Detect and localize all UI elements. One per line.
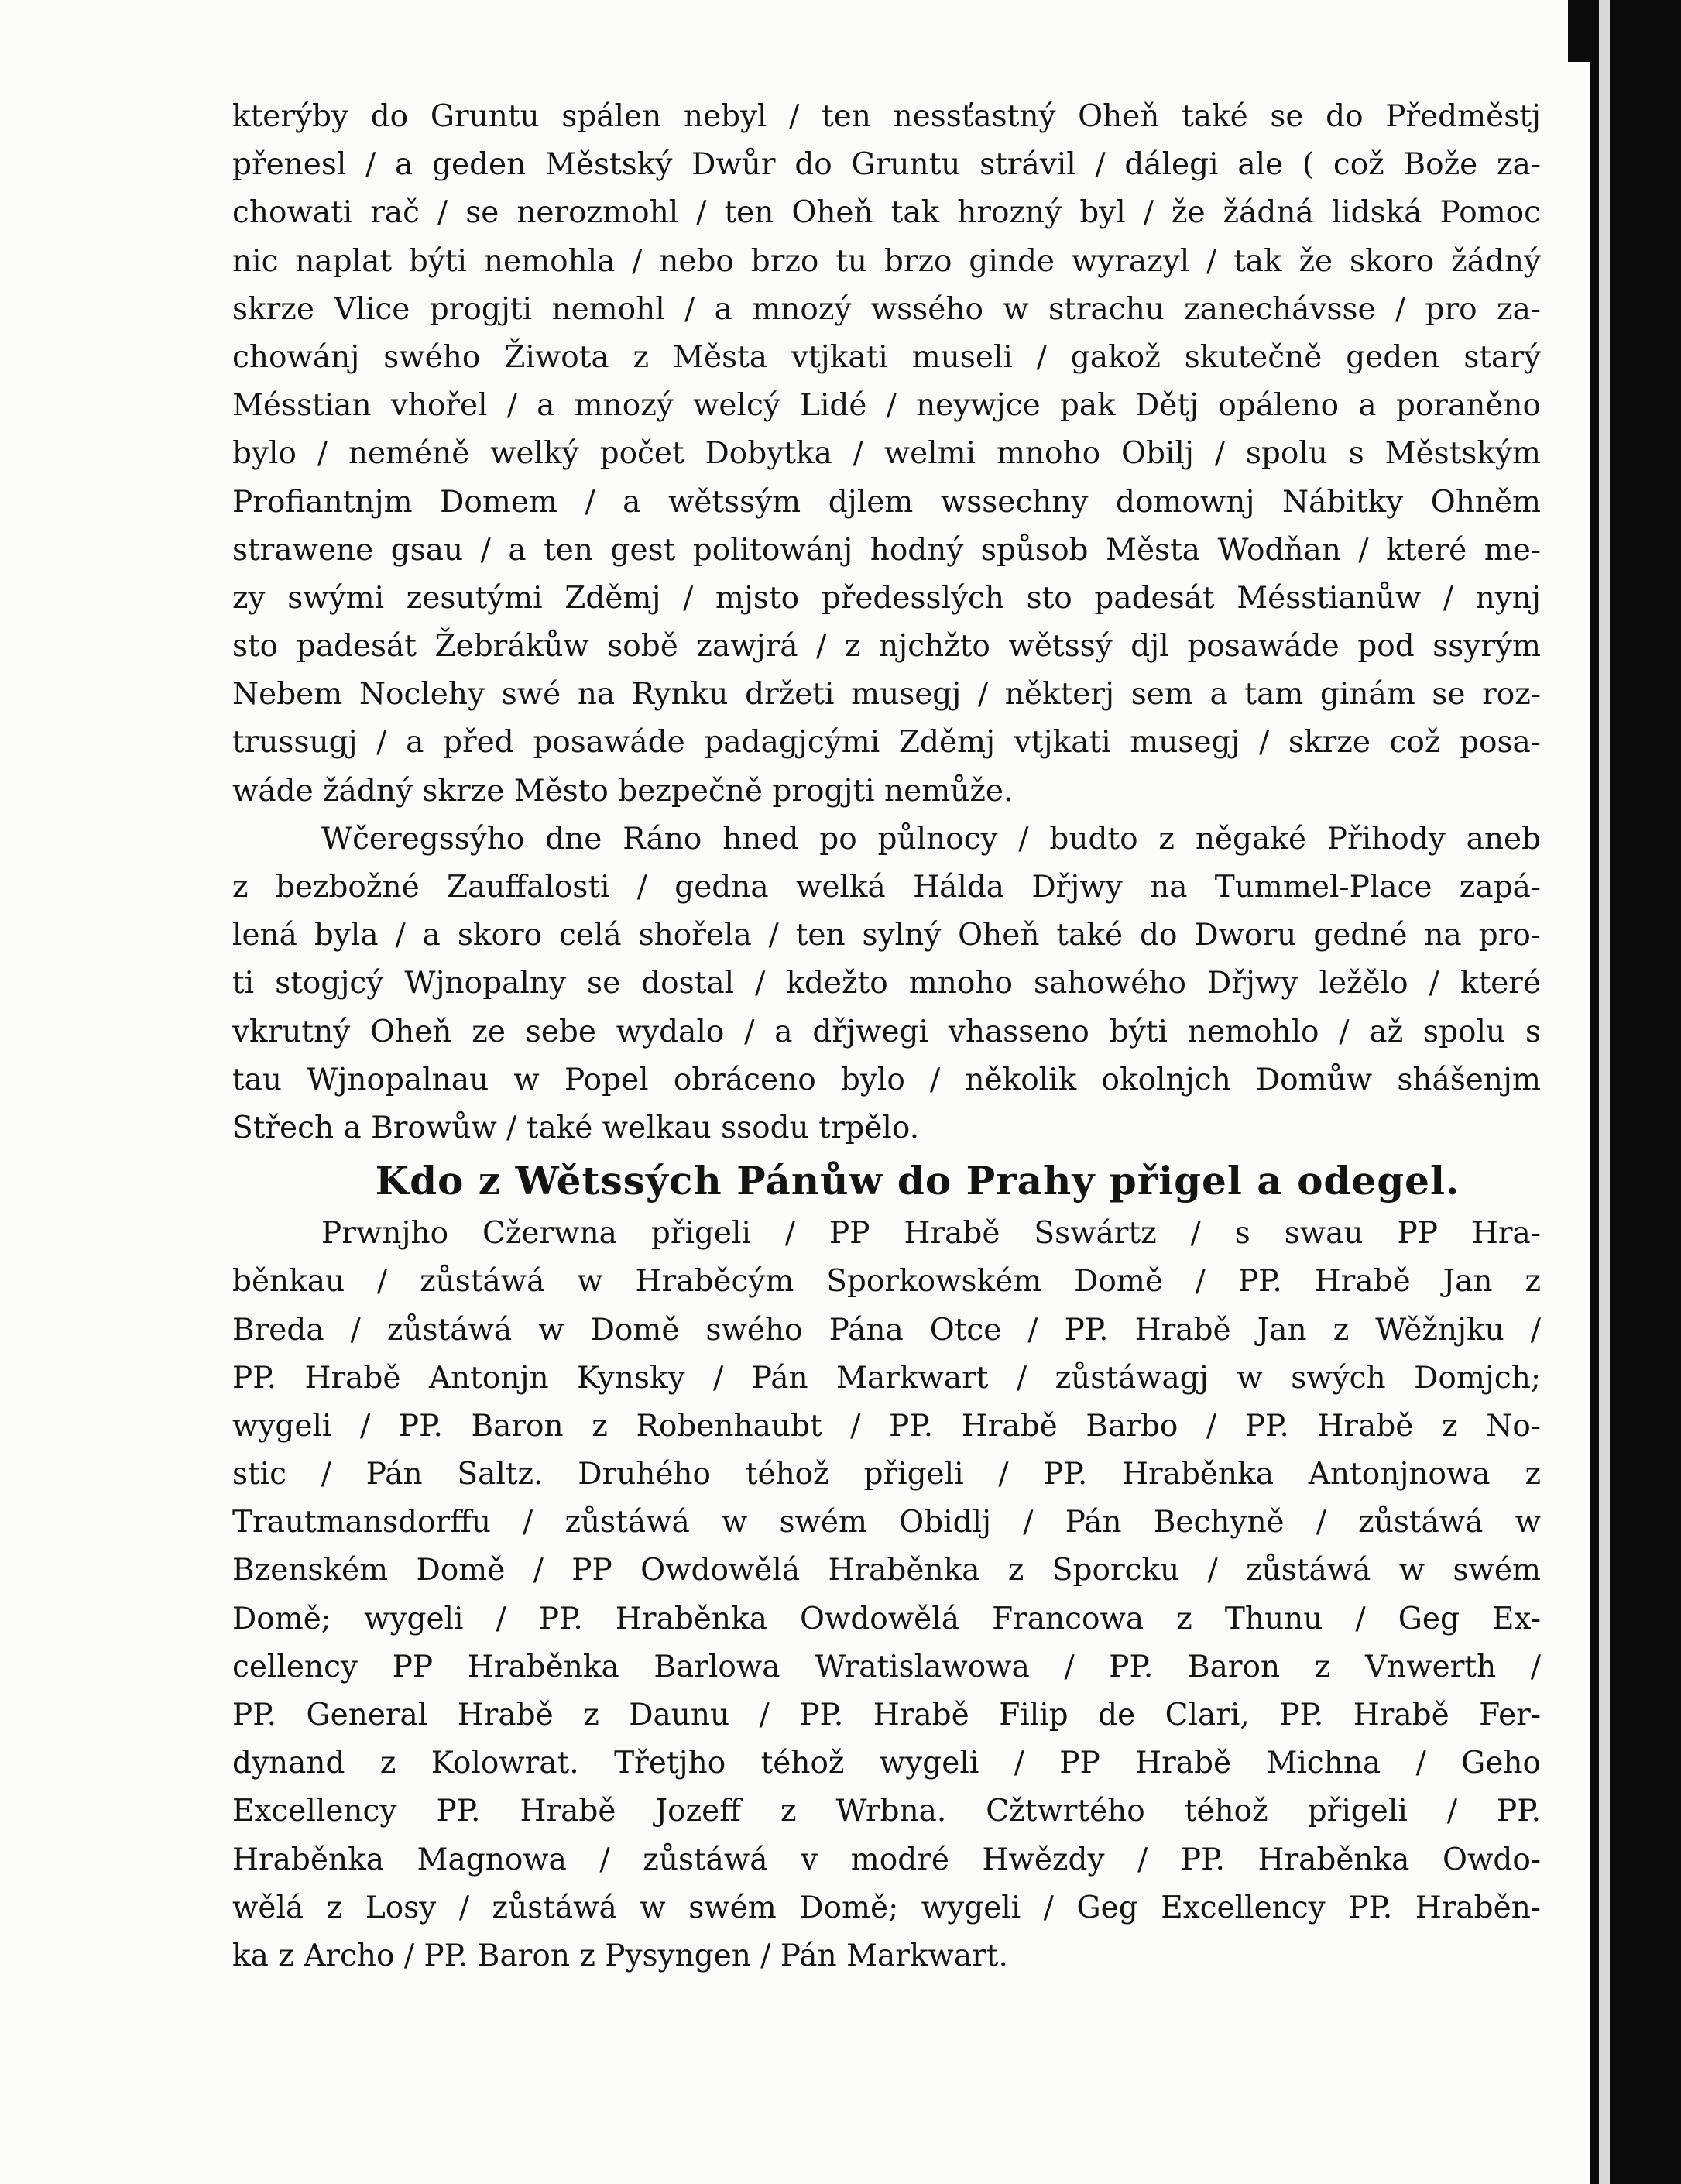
text-line: chowati rač / se nerozmohl / ten Oheň tak hrozný byl / že žádná lidská Pomoc — [232, 195, 1541, 231]
text-line: bylo / neméně welký počet Dobytka / welmi mnoho Obilj / spolu s Městským — [232, 436, 1541, 472]
page-edge-strip — [1599, 0, 1610, 2184]
text-line: Hraběnka Magnowa / zůstáwá v modré Hwězdy / PP. Hraběnka Owdo- — [232, 1842, 1541, 1877]
text-line: dynand z Kolowrat. Třetjho téhož wygeli / PP Hrabě Michna / Geho — [232, 1746, 1541, 1781]
section-heading: Kdo z Wětssých Pánůw do Prahy přigel a odegel. — [375, 1158, 1460, 1204]
text-line: PP. General Hrabě z Daunu / PP. Hrabě Filip de Clari, PP. Hrabě Fer- — [232, 1698, 1541, 1732]
text-line: PP. Hrabě Antonjn Kynsky / Pán Markwart / zůstáwagj w swých Domjch; — [232, 1360, 1541, 1396]
text-line: zy swými zesutými Zděmj / mjsto předesslých sto padesát Mésstianůw / nynj — [232, 580, 1541, 616]
text-line: Breda / zůstáwá w Domě swého Pána Otce / PP. Hrabě Jan z Wěžnjku / — [232, 1312, 1541, 1348]
text-line: z bezbožné Zauffalosti / gedna welká Hálda Dřjwy na Tummel-Place zapá- — [232, 870, 1541, 905]
text-block — [232, 93, 1541, 1980]
text-line: ti stogjcý Wjnopalny se dostal / kdežto mnoho sahowého Dřjwy ležělo / které — [232, 966, 1541, 1001]
text-line: cellency PP Hraběnka Barlowa Wratislawowa / PP. Baron z Vnwerth / — [232, 1649, 1541, 1684]
text-line: přenesl / a geden Městský Dwůr do Gruntu strávil / dálegi ale ( což Bože za- — [232, 147, 1541, 183]
text-line: skrze Vlice progjti nemohl / a mnozý wssého w strachu zanechávsse / pro za- — [232, 291, 1541, 327]
text-line: wělá z Losy / zůstáwá w swém Domě; wygeli / Geg Excellency PP. Hraběn- — [232, 1890, 1541, 1925]
text-line: vkrutný Oheň ze sebe wydalo / a dřjwegi vhasseno býti nemohlo / až spolu s — [232, 1014, 1541, 1049]
text-line: lená byla / a skoro celá shořela / ten sylný Oheň také do Dworu gedné na pro- — [232, 918, 1541, 953]
text-line: strawene gsau / a ten gest politowánj hodný spůsob Města Wodňan / které me- — [232, 532, 1541, 568]
text-line: wáde žádný skrze Město bezpečně progjti nemůže. — [232, 773, 1014, 809]
text-line: Trautmansdorffu / zůstáwá w swém Obidlj / Pán Bechyně / zůstáwá w — [232, 1505, 1541, 1540]
text-line: kterýby do Gruntu spálen nebyl / ten nessťastný Oheň také se do Předměstj — [232, 99, 1541, 134]
page-corner-mark — [1568, 0, 1590, 62]
paragraph-arrivals-departures — [232, 1210, 1541, 1980]
text-line: tau Wjnopalnau w Popel obráceno bylo / několik okolnjch Domůw shášenjm — [232, 1062, 1541, 1097]
text-line: chowánj swého Žiwota z Města vtjkati museli / gakož skutečně geden starý — [232, 339, 1541, 375]
text-line: Domě; wygeli / PP. Hraběnka Owdowělá Francowa z Thunu / Geg Ex- — [232, 1601, 1541, 1636]
text-line: Excellency PP. Hrabě Jozeff z Wrbna. Cžtwrtého téhož přigeli / PP. — [232, 1794, 1541, 1829]
text-line: Profiantnjm Domem / a wětssým djlem wssechny domownj Nábitky Ohněm — [232, 484, 1541, 520]
text-line: běnkau / zůstáwá w Hraběcým Sporkowském Domě / PP. Hrabě Jan z — [232, 1264, 1541, 1300]
text-line: stic / Pán Saltz. Druhého téhož přigeli / PP. Hraběnka Antonjnowa z — [232, 1457, 1541, 1492]
text-line: trussugj / a před posawáde padagjcými Zděmj vtjkati musegj / skrze což posa- — [232, 725, 1541, 761]
text-line: Prwnjho Cžerwna přigeli / PP Hrabě Sswártz / s swau PP Hra- — [321, 1216, 1541, 1252]
text-line: Nebem Noclehy swé na Rynku držeti musegj / některj sem a tam ginám se roz- — [232, 677, 1541, 713]
paragraph-fire-tummelplatz — [232, 816, 1541, 1152]
text-line: Bzenském Domě / PP Owdowělá Hraběnka z Sporcku / zůstáwá w swém — [232, 1553, 1541, 1588]
text-line: nic naplat býti nemohla / nebo brzo tu brzo ginde wyrazyl / tak že skoro žádný — [232, 243, 1541, 279]
text-line: sto padesát Žebrákůw sobě zawjrá / z njchžto wětssý djl posawáde pod ssyrým — [232, 629, 1541, 664]
text-line: Mésstian vhořel / a mnozý welcý Lidé / neywjce pak Dětj opáleno a poraněno — [232, 388, 1541, 424]
text-line: Wčeregssýho dne Ráno hned po půlnocy / budto z něgaké Přihody aneb — [321, 821, 1541, 857]
text-line: wygeli / PP. Baron z Robenhaubt / PP. Hrabě Barbo / PP. Hrabě z No- — [232, 1408, 1541, 1444]
text-line: Střech a Browůw / také welkau ssodu trpělo. — [232, 1110, 920, 1145]
text-line: ka z Archo / PP. Baron z Pysyngen / Pán Markwart. — [232, 1938, 1008, 1973]
paragraph-fire-vodnany — [232, 93, 1541, 816]
